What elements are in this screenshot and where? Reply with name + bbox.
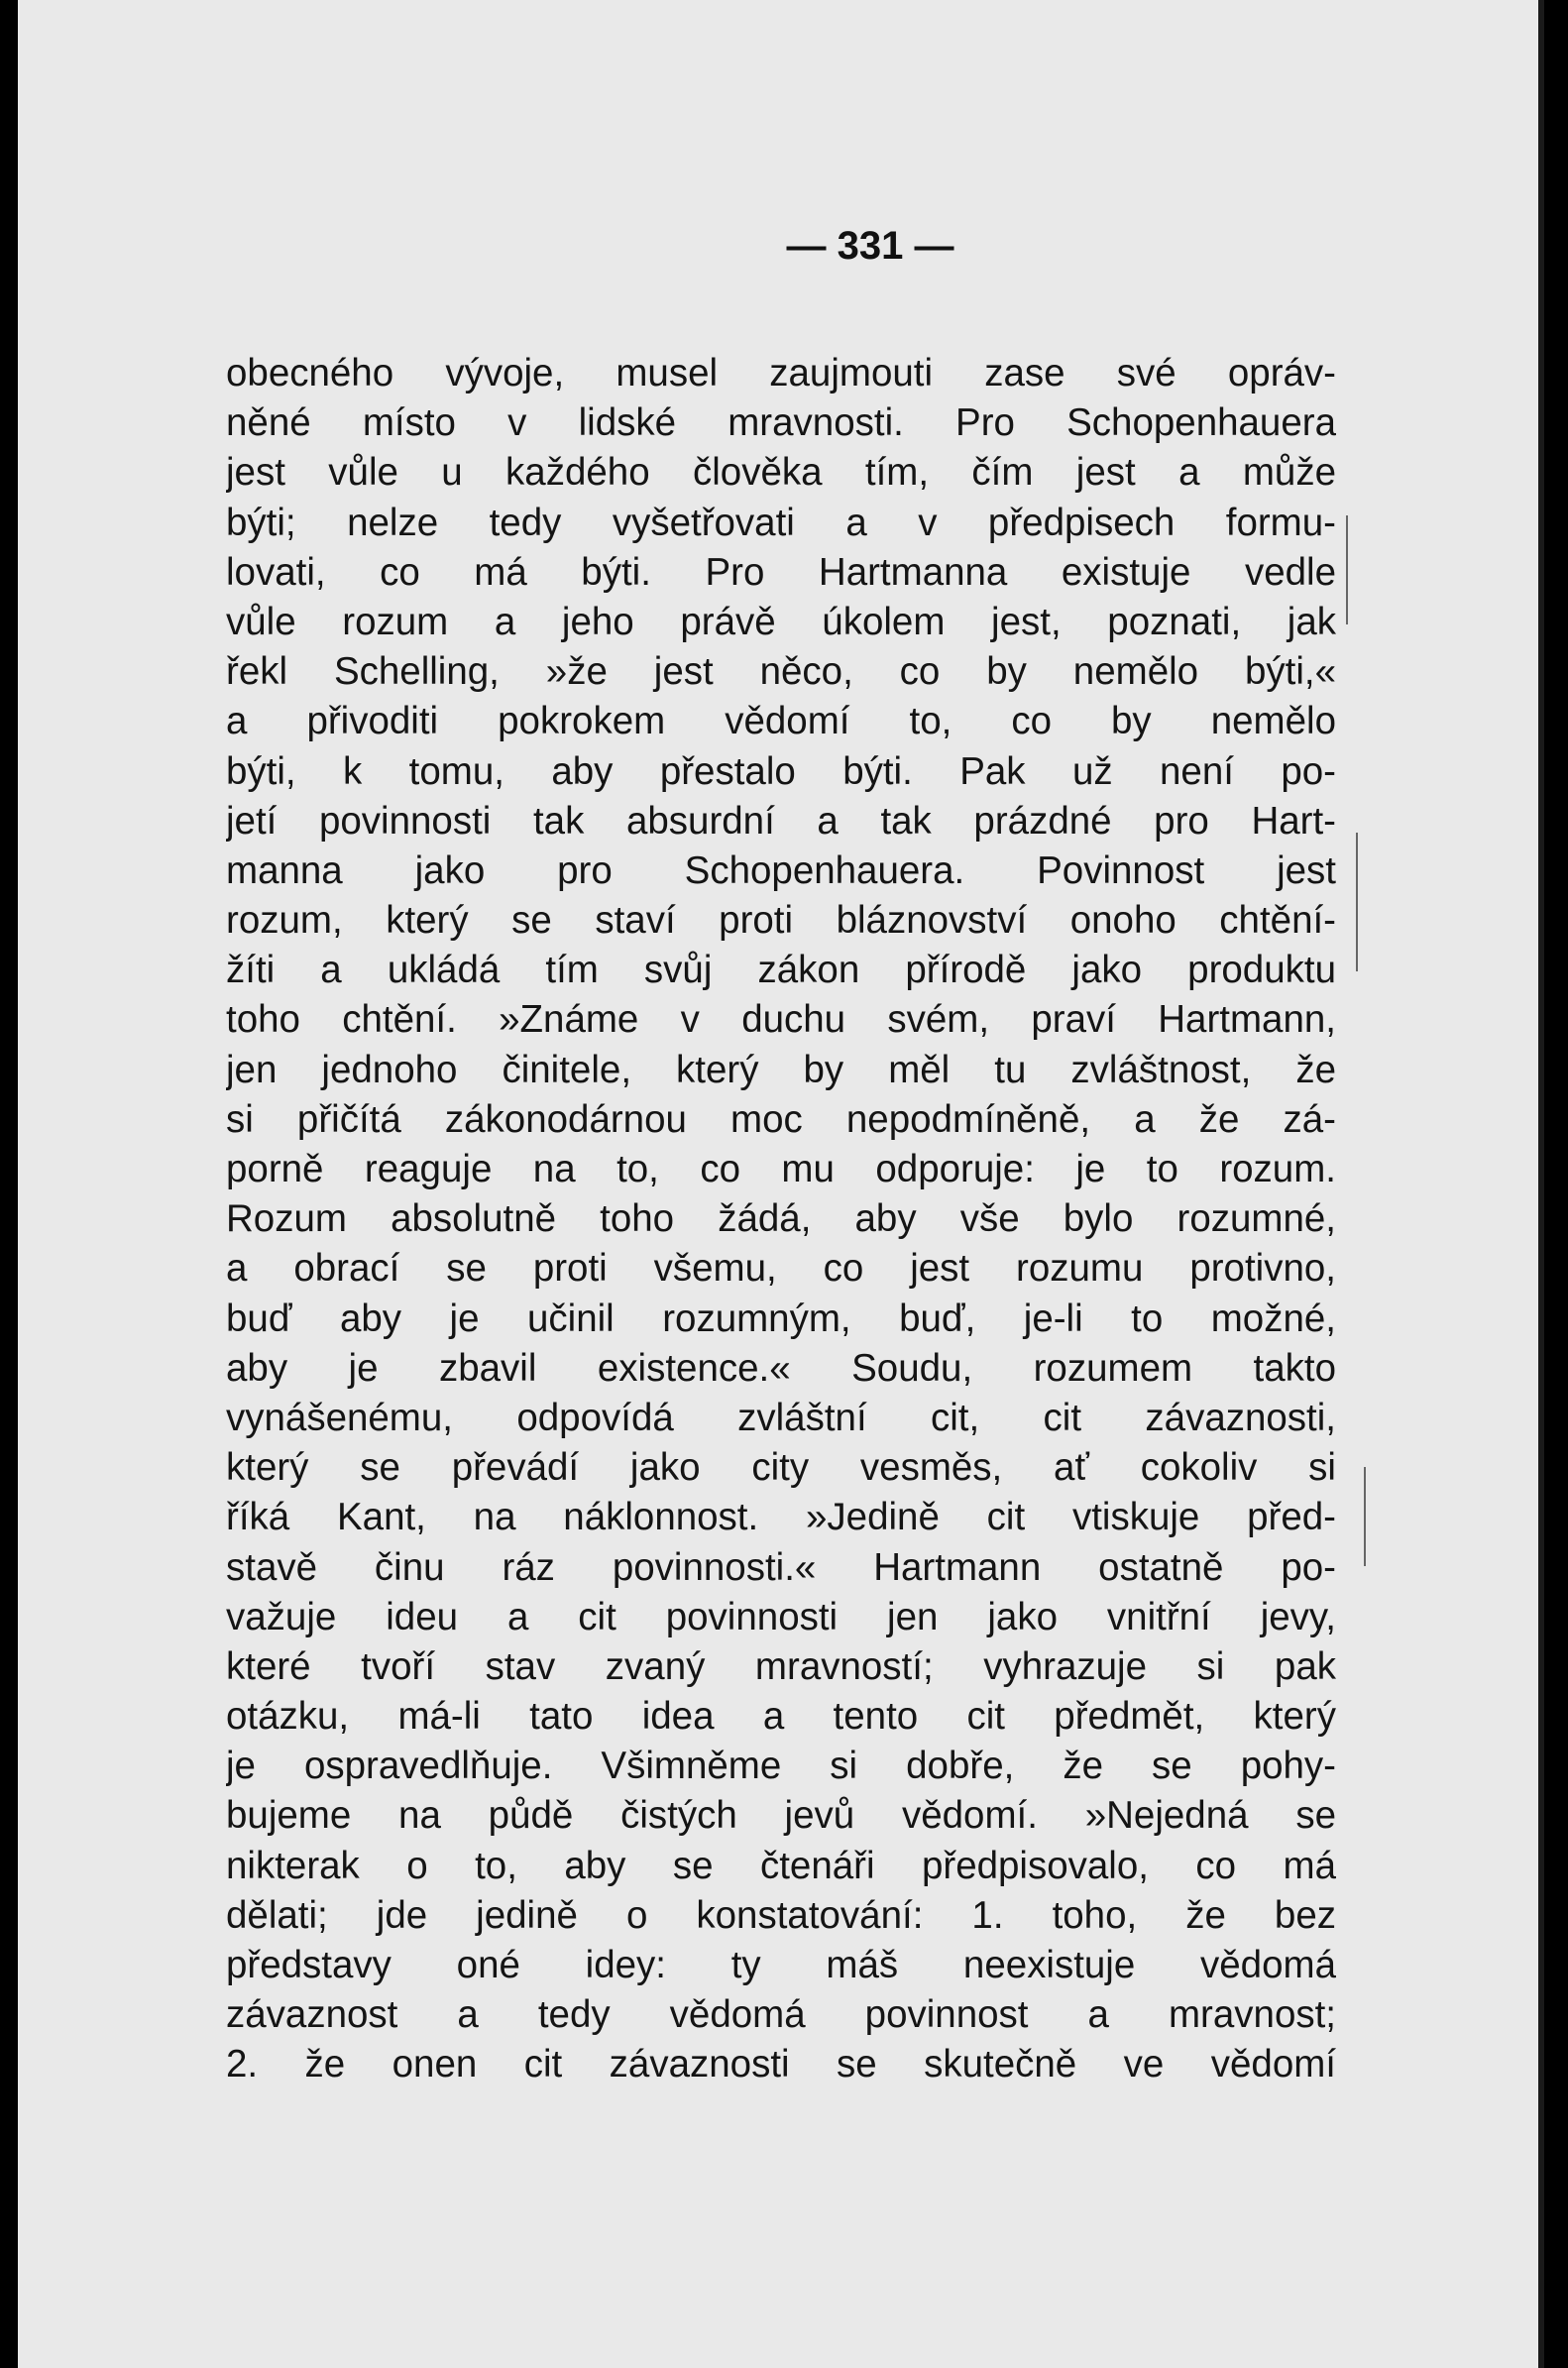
text-line: býti, k tomu, aby přestalo býti. Pak už není po- bbox=[226, 749, 1336, 793]
text-line: žíti a ukládá tím svůj zákon přírodě jako produktu bbox=[226, 949, 1336, 992]
text-line: otázku, má-li tato idea a tento cit předmět, který bbox=[226, 1695, 1336, 1739]
text-line: obecného vývoje, musel zaujmouti zase své opráv- bbox=[226, 352, 1336, 395]
text-line: 2. že onen cit závaznosti se skutečně ve vědomí bbox=[226, 2043, 1336, 2086]
text-line: Rozum absolutně toho žádá, aby vše bylo rozumné, bbox=[226, 1197, 1336, 1241]
text-line: říká Kant, na náklonnost. »Jedině cit vtiskuje před- bbox=[226, 1496, 1336, 1539]
text-line: nikterak o to, aby se čtenáři předpisovalo, co má bbox=[226, 1844, 1336, 1887]
text-line: bujeme na půdě čistých jevů vědomí. »Nejedná se bbox=[226, 1794, 1336, 1838]
scan-mark bbox=[1356, 833, 1358, 971]
text-line: řekl Schelling, »že jest něco, co by nemělo býti,« bbox=[226, 650, 1336, 694]
page-number: — 331 — bbox=[786, 224, 954, 268]
text-line: toho chtění. »Známe v duchu svém, praví Hartmann, bbox=[226, 998, 1336, 1042]
text-line: buď aby je učinil rozumným, buď, je-li to možné, bbox=[226, 1297, 1336, 1340]
text-line: představy oné idey: ty máš neexistuje vědomá bbox=[226, 1944, 1336, 1986]
text-line: jetí povinnosti tak absurdní a tak prázdné pro Hart- bbox=[226, 799, 1336, 843]
text-line: něné místo v lidské mravnosti. Pro Schopenhauera bbox=[226, 401, 1336, 445]
text-line: které tvoří stav zvaný mravností; vyhrazuje si pak bbox=[226, 1644, 1336, 1688]
book-page bbox=[18, 0, 1544, 2368]
text-line: vynášenému, odpovídá zvláštní cit, cit závaznosti, bbox=[226, 1396, 1336, 1439]
text-line: aby je zbavil existence.« Soudu, rozumem takto bbox=[226, 1346, 1336, 1390]
text-line: jest vůle u každého člověka tím, čím jest a může bbox=[226, 451, 1336, 495]
text-line: lovati, co má býti. Pro Hartmanna existuje vedle bbox=[226, 550, 1336, 594]
text-line: je ospravedlňuje. Všimněme si dobře, že se pohy- bbox=[226, 1745, 1336, 1788]
text-line: rozum, který se staví proti bláznovství onoho chtění- bbox=[226, 899, 1336, 943]
text-line: závaznost a tedy vědomá povinnost a mravnost; bbox=[226, 1993, 1336, 2037]
text-line: a přivoditi pokrokem vědomí to, co by nemělo bbox=[226, 700, 1336, 743]
text-line: manna jako pro Schopenhauera. Povinnost jest bbox=[226, 848, 1336, 892]
text-line: stavě činu ráz povinnosti.« Hartmann ostatně po- bbox=[226, 1545, 1336, 1589]
text-line: si přičítá zákonodárnou moc nepodmíněně, a že zá- bbox=[226, 1097, 1336, 1141]
text-line: dělati; jde jedině o konstatování: 1. toho, že bez bbox=[226, 1893, 1336, 1937]
text-line: važuje ideu a cit povinnosti jen jako vnitřní jevy, bbox=[226, 1595, 1336, 1638]
text-line: vůle rozum a jeho právě úkolem jest, poznati, jak bbox=[226, 600, 1336, 643]
scan-mark bbox=[1346, 515, 1348, 624]
text-line: jen jednoho činitele, který by měl tu zvláštnost, že bbox=[226, 1048, 1336, 1091]
scan-mark bbox=[1364, 1467, 1366, 1566]
page-text bbox=[226, 349, 1336, 2090]
text-line: a obrací se proti všemu, co jest rozumu protivno, bbox=[226, 1247, 1336, 1291]
text-line: porně reaguje na to, co mu odporuje: je to rozum. bbox=[226, 1148, 1336, 1190]
text-line: býti; nelze tedy vyšetřovati a v předpisech formu- bbox=[226, 501, 1336, 544]
text-line: který se převádí jako city vesměs, ať cokoliv si bbox=[226, 1446, 1336, 1490]
